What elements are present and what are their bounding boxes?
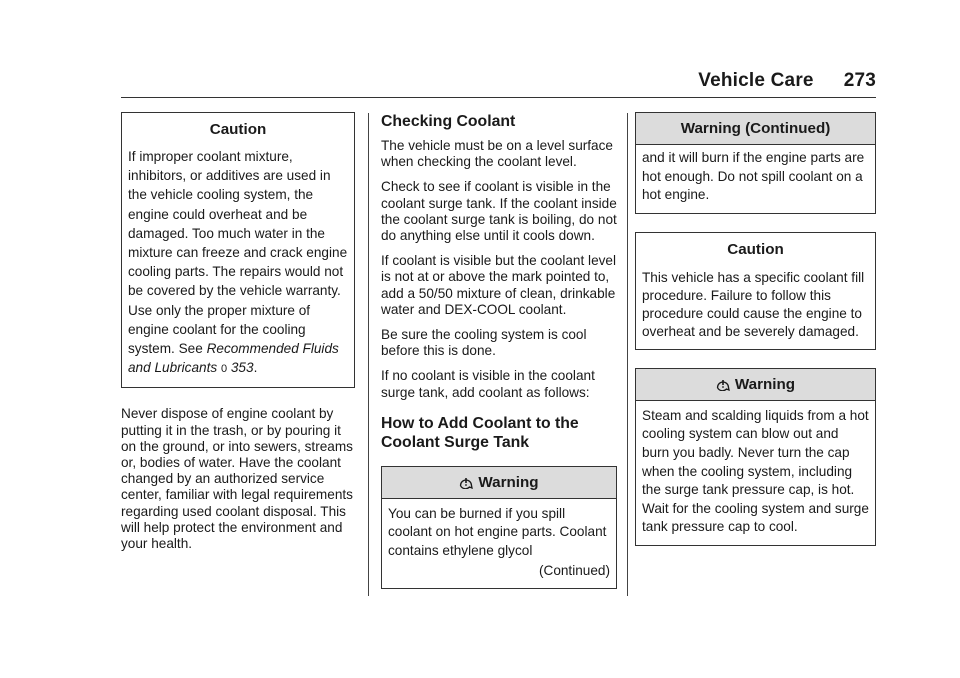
heading-add-coolant: How to Add Coolant to the Coolant Surge Tank xyxy=(381,414,579,451)
warning-symbol-icon xyxy=(716,377,730,391)
caution-box-2 xyxy=(635,232,876,350)
heading-checking-coolant: Checking Coolant xyxy=(381,113,516,130)
warning-title-2: Warning xyxy=(734,375,796,393)
caution-end: . xyxy=(253,360,258,376)
caution-body xyxy=(122,145,354,387)
column-divider-2 xyxy=(627,113,628,596)
header-rule xyxy=(121,97,876,98)
warning-body-2: Steam and scalding liquids from a hot cooling system can blow out and burn you badly. Never turn the cap when the cooling system, including the surge tank pressure cap, is hot. Wait for the cooling system and surge tank pressure cap to cool. xyxy=(642,407,869,535)
page-reference-symbol-icon: 0 xyxy=(220,363,228,376)
warning-title: Warning xyxy=(478,473,539,491)
column-divider-1 xyxy=(368,113,369,596)
continued-label: (Continued) xyxy=(538,562,610,578)
caution-box xyxy=(121,112,355,388)
caution-title: Caution xyxy=(209,121,267,138)
paragraph-4: Be sure the cooling system is cool before this is done. xyxy=(381,327,587,359)
warning-text: You can be burned if you spill coolant on hot engine parts. Coolant contains ethylene glycol xyxy=(388,505,607,559)
warning-header-2 xyxy=(636,369,875,401)
caution-title-2: Caution xyxy=(727,240,784,258)
paragraph-5: If no coolant is visible in the coolant surge tank, add coolant as follows: xyxy=(381,368,595,400)
warning-continued-title: Warning (Continued) xyxy=(636,113,875,145)
paragraph-2: Check to see if coolant is visible in the coolant surge tank. If the coolant inside the coolant surge tank is boiling, do not do anything else until it cools down. xyxy=(381,179,617,244)
caution-body-2: This vehicle has a specific coolant fill procedure. Failure to follow this procedure could cause the engine to overheat and be severely damaged. xyxy=(642,269,865,339)
paragraph-1: The vehicle must be on a level surface when checking the coolant level. xyxy=(381,138,613,170)
page-header xyxy=(121,70,876,92)
paragraph-3: If coolant is visible but the coolant level is not at or above the mark pointed to, add a 50/50 mixture of clean, drinkable water and DEX-COOL coolant. xyxy=(381,253,617,317)
section-title: Vehicle Care xyxy=(698,70,814,91)
warning-header xyxy=(382,467,616,499)
warning-box xyxy=(381,466,617,589)
column-2 xyxy=(381,112,617,607)
cross-reference-page: 353 xyxy=(230,360,254,376)
column-3 xyxy=(635,112,876,564)
column-1 xyxy=(121,112,355,561)
caution-text: If improper coolant mixture, inhibitors, or additives are used in the vehicle cooling system, the engine could overheat and be damaged. Too much water in the mixture can freeze and crack engine cooling parts. The repairs would not be covered by the vehicle warranty. Use only the proper mixture of engine coolant for the cooling system. See xyxy=(128,149,348,357)
warning-symbol-icon xyxy=(459,475,473,489)
cross-reference-text: Recommended Fluids and Lubricants xyxy=(128,341,339,376)
warning-continued-body: and it will burn if the engine parts are hot enough. Do not spill coolant on a hot engine. xyxy=(642,150,865,203)
warning-body xyxy=(382,499,616,588)
warning-continued-box xyxy=(635,112,876,214)
page-number: 273 xyxy=(843,70,876,91)
warning-box-2 xyxy=(635,368,876,546)
disposal-paragraph: Never dispose of engine coolant by putting it in the trash, or by pouring it on the ground, or into sewers, streams or, bodies of water. Have the coolant changed by an authorized service center, familiar with legal requirements regarding used coolant disposal. This will help protect the environment and your health. xyxy=(121,406,353,552)
